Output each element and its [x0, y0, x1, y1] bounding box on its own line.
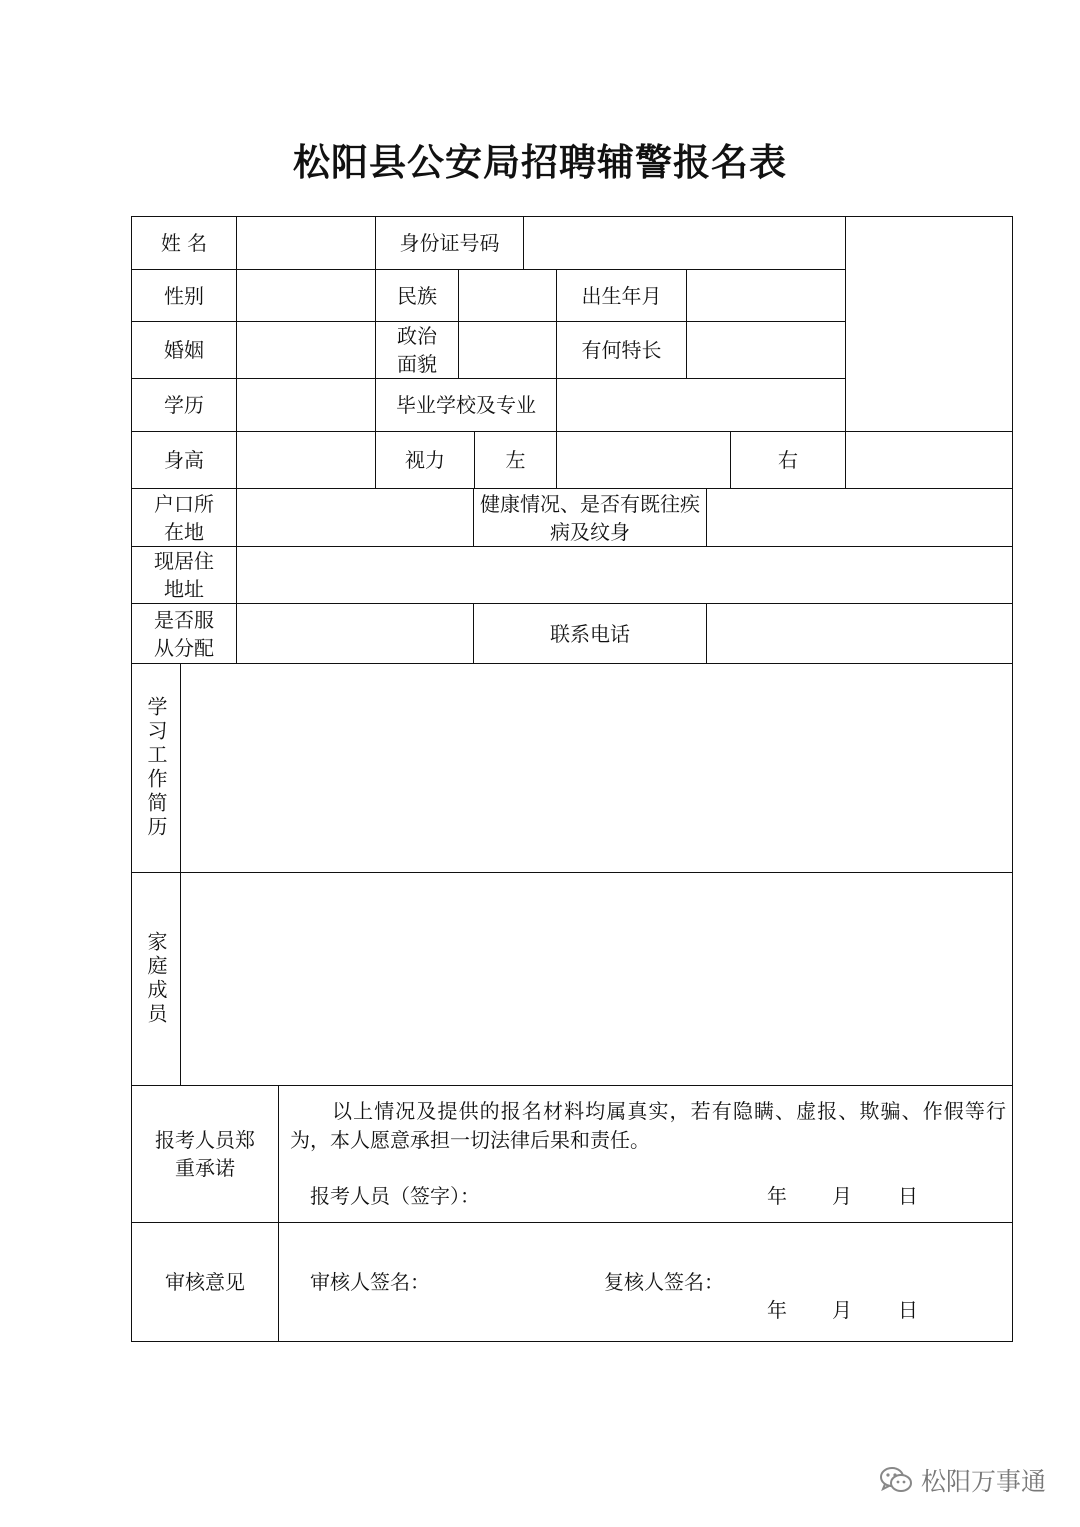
label-specialty: 有何特长 [556, 321, 687, 379]
input-name[interactable] [236, 216, 376, 270]
input-current-address[interactable] [236, 546, 1013, 604]
label-current-address: 现居住地址 [131, 546, 237, 604]
label-id-number: 身份证号码 [375, 216, 524, 270]
review-date-day: 日 [898, 1298, 918, 1322]
input-phone[interactable] [706, 603, 1013, 664]
label-phone: 联系电话 [473, 603, 707, 664]
pledge-date-year: 年 [767, 1184, 787, 1208]
label-school-major: 毕业学校及专业 [375, 378, 557, 432]
form-title: 松阳县公安局招聘辅警报名表 [293, 141, 787, 184]
input-obey-assignment[interactable] [236, 603, 474, 664]
review-date-year: 年 [767, 1298, 787, 1322]
label-hukou: 户口所在地 [131, 488, 237, 547]
label-education: 学历 [131, 378, 237, 432]
reviewer-signature-label: 审核人签名： [310, 1270, 430, 1294]
input-vision-left[interactable] [556, 431, 731, 489]
watermark [879, 1462, 1046, 1498]
input-hukou[interactable] [236, 488, 474, 547]
label-obey-assignment: 是否服从分配 [131, 603, 237, 664]
photo-box[interactable] [845, 216, 1013, 432]
label-health: 健康情况、是否有既往疾病及纹身 [473, 488, 707, 547]
label-resume [131, 663, 181, 873]
pledge-date-month: 月 [832, 1184, 852, 1208]
input-vision-right[interactable] [845, 431, 1013, 489]
input-marriage[interactable] [236, 321, 376, 379]
rechecker-signature-label: 复核人签名： [604, 1270, 724, 1294]
label-family [131, 872, 181, 1086]
pledge-statement: 以上情况及提供的报名材料均属真实，若有隐瞒、虚报、欺骗、作假等行为，本人愿意承担一切法律后果和责任。 [290, 1099, 1006, 1152]
label-name: 姓 名 [131, 216, 237, 270]
wechat-icon [879, 1465, 913, 1495]
review-date-month: 月 [832, 1298, 852, 1322]
label-height: 身高 [131, 431, 237, 489]
label-marriage: 婚姻 [131, 321, 237, 379]
input-resume[interactable] [180, 663, 1013, 873]
input-birth-date[interactable] [686, 269, 846, 322]
applicant-signature-field[interactable] [500, 1182, 740, 1210]
input-political-status[interactable] [458, 321, 557, 379]
input-height[interactable] [236, 431, 376, 489]
label-political-status: 政治面貌 [375, 321, 459, 379]
label-gender: 性别 [131, 269, 237, 322]
rechecker-signature-field[interactable] [724, 1268, 924, 1296]
label-pledge: 报考人员郑重承诺 [131, 1085, 279, 1223]
label-review: 审核意见 [131, 1222, 279, 1342]
label-resume-text: 学习工作简历 [144, 696, 168, 840]
input-ethnicity[interactable] [458, 269, 557, 322]
label-vision: 视力 [375, 431, 475, 489]
input-school-major[interactable] [556, 378, 846, 432]
input-id-number[interactable] [523, 216, 846, 270]
input-education[interactable] [236, 378, 376, 432]
label-vision-left: 左 [474, 431, 557, 489]
label-family-text: 家庭成员 [144, 931, 168, 1027]
input-family[interactable] [180, 872, 1013, 1086]
label-vision-right: 右 [730, 431, 846, 489]
input-specialty[interactable] [686, 321, 846, 379]
input-gender[interactable] [236, 269, 376, 322]
label-birth-date: 出生年月 [556, 269, 687, 322]
watermark-text: 松阳万事通 [920, 1467, 1046, 1496]
applicant-signature-label: 报考人员（签字）： [310, 1184, 480, 1208]
reviewer-signature-field[interactable] [430, 1268, 590, 1296]
label-ethnicity: 民族 [375, 269, 459, 322]
input-health[interactable] [706, 488, 1013, 547]
pledge-date-day: 日 [898, 1184, 918, 1208]
